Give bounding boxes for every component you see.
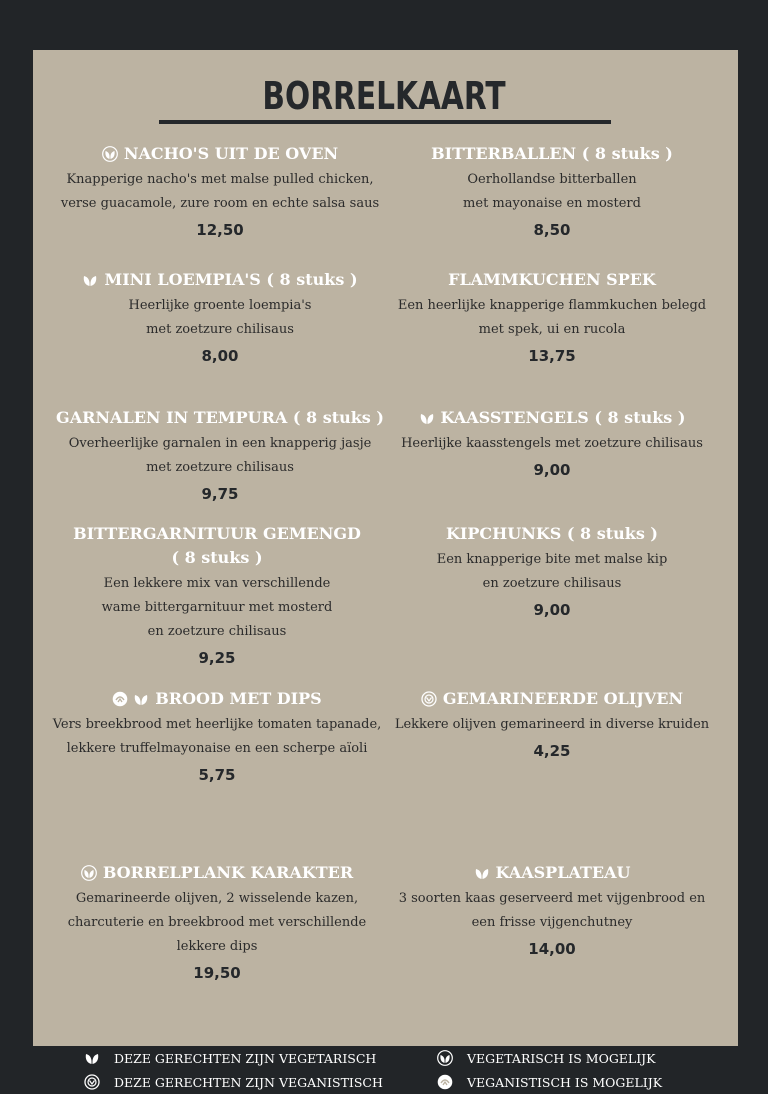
menu-item — [50, 142, 390, 242]
legend-item — [437, 1074, 662, 1090]
menu-item-description — [382, 432, 722, 456]
description-line: Overheerlijke garnalen in een knapperig jasje — [68, 436, 372, 451]
description-line: lekkere truffelmayonaise en een scherpe aïoli — [66, 741, 368, 756]
description-line: en zoetzure chilisaus — [482, 576, 622, 591]
menu-item — [382, 142, 722, 242]
menu-item-name: BROOD MET DIPS — [155, 689, 322, 708]
vegetarian-icon — [474, 865, 490, 881]
menu-item-name-row — [382, 268, 722, 292]
vegetarian-possible-icon — [81, 865, 97, 881]
menu-item-description — [50, 168, 390, 216]
menu-item-name-row — [50, 142, 390, 166]
menu-item-name-continued: ( 8 stuks ) — [171, 548, 263, 567]
vegan-icon — [84, 1074, 100, 1090]
description-line: Knapperige nacho's met malse pulled chicken, — [66, 172, 374, 187]
menu-item-description — [47, 713, 387, 761]
vegetarian-possible-icon — [102, 146, 118, 162]
menu-item-name-row — [382, 522, 722, 546]
menu-item — [50, 406, 390, 506]
description-line: Heerlijke groente loempia's — [128, 298, 312, 313]
menu-item-price: 14,00 — [528, 940, 576, 958]
vegetarian-icon — [82, 272, 98, 288]
description-line: 3 soorten kaas geserveerd met vijgenbrood en — [398, 891, 706, 906]
menu-item — [47, 861, 387, 985]
menu-item-name: FLAMMKUCHEN SPEK — [448, 270, 656, 289]
legend-item — [437, 1050, 656, 1066]
title-underline — [159, 120, 611, 124]
diet-icons — [112, 691, 149, 707]
diet-icons — [419, 410, 435, 426]
description-line: Heerlijke kaasstengels met zoetzure chilisaus — [401, 436, 703, 451]
menu-item-name: GEMARINEERDE OLIJVEN — [442, 689, 684, 708]
menu-item-name-row — [382, 687, 722, 711]
description-line: met zoetzure chilisaus — [146, 460, 294, 475]
legend-label: VEGETARISCH IS MOGELIJK — [467, 1050, 656, 1066]
diet-icons — [82, 272, 98, 288]
description-line: met zoetzure chilisaus — [146, 322, 294, 337]
menu-item-name: MINI LOEMPIA'S ( 8 stuks ) — [104, 270, 358, 289]
menu-item-name-row — [50, 268, 390, 292]
description-line: Een knapperige bite met malse kip — [436, 552, 668, 567]
vegan-possible-icon — [437, 1074, 453, 1090]
vegan-possible-icon — [112, 691, 128, 707]
diet-icons — [421, 691, 437, 707]
menu-item-name: BORRELPLANK KARAKTER — [102, 863, 354, 882]
menu-item-name-row — [47, 861, 387, 885]
menu-item-name: BITTERGARNITUUR GEMENGD — [73, 524, 361, 543]
menu-item-price: 12,50 — [196, 221, 244, 239]
menu-item — [47, 687, 387, 787]
menu-item-name-row — [382, 406, 722, 430]
menu-item-name: BITTERBALLEN ( 8 stuks ) — [431, 144, 673, 163]
menu-item-description — [50, 432, 390, 480]
description-line: Een heerlijke knapperige flammkuchen belegd — [397, 298, 707, 313]
menu-item-price: 9,25 — [198, 649, 236, 667]
menu-item-description — [382, 887, 722, 935]
menu-item — [382, 687, 722, 763]
vegetarian-icon — [133, 691, 149, 707]
description-line: Een lekkere mix van verschillende — [103, 576, 331, 591]
description-line: Gemarineerde olijven, 2 wisselende kazen, — [75, 891, 359, 906]
legend-item — [84, 1074, 383, 1090]
vegetarian-icon — [84, 1050, 100, 1066]
diet-icons — [474, 865, 490, 881]
legend-item — [84, 1050, 376, 1066]
menu-item — [382, 268, 722, 368]
description-line: lekkere dips — [176, 939, 258, 954]
menu-item-price: 9,00 — [533, 601, 571, 619]
menu-item-name: KAASSTENGELS ( 8 stuks ) — [440, 408, 686, 427]
menu-item-name-row — [50, 406, 390, 430]
menu-item-price: 9,75 — [201, 485, 239, 503]
menu-item-description — [50, 294, 390, 342]
menu-item-name-row — [382, 861, 722, 885]
description-line: Oerhollandse bitterballen — [467, 172, 637, 187]
description-line: Vers breekbrood met heerlijke tomaten tapanade, — [52, 717, 382, 732]
menu-item-price: 5,75 — [198, 766, 236, 784]
menu-item-name-row — [47, 687, 387, 711]
menu-item-description — [47, 572, 387, 644]
menu-item-price: 13,75 — [528, 347, 576, 365]
vegetarian-icon — [419, 410, 435, 426]
description-line: met spek, ui en rucola — [478, 322, 626, 337]
legend-label: DEZE GERECHTEN ZIJN VEGETARISCH — [114, 1050, 377, 1066]
menu-item-description — [382, 294, 722, 342]
description-line: verse guacamole, zure room en echte salsa saus — [60, 196, 380, 211]
menu-item — [47, 522, 387, 670]
description-line: wame bittergarnituur met mosterd — [101, 600, 333, 615]
legend-label: VEGANISTISCH IS MOGELIJK — [467, 1074, 663, 1090]
diet-icons — [102, 146, 118, 162]
description-line: een frisse vijgenchutney — [471, 915, 633, 930]
vegetarian-possible-icon — [437, 1050, 453, 1066]
menu-item-price: 19,50 — [193, 964, 241, 982]
menu-item-name-row — [47, 522, 387, 546]
menu-item-description — [47, 887, 387, 959]
menu-item-name-row — [382, 142, 722, 166]
description-line: charcuterie en breekbrood met verschillende — [67, 915, 367, 930]
description-line: Lekkere olijven gemarineerd in diverse kruiden — [394, 717, 710, 732]
menu-item-description — [382, 168, 722, 216]
menu-item-price: 8,00 — [201, 347, 239, 365]
menu-item-description — [382, 548, 722, 596]
legend-label: DEZE GERECHTEN ZIJN VEGANISTISCH — [114, 1074, 383, 1090]
menu-item-name: NACHO'S UIT DE OVEN — [123, 144, 339, 163]
menu-item — [382, 861, 722, 961]
menu-item — [382, 522, 722, 622]
description-line: met mayonaise en mosterd — [463, 196, 641, 211]
menu-item-description — [382, 713, 722, 737]
menu-item-name: GARNALEN IN TEMPURA ( 8 stuks ) — [56, 408, 384, 427]
menu-item — [382, 406, 722, 482]
menu-item-name: KIPCHUNKS ( 8 stuks ) — [446, 524, 658, 543]
menu-item-name: KAASPLATEAU — [495, 863, 631, 882]
menu-title: BORRELKAART — [262, 74, 506, 118]
menu-item — [50, 268, 390, 368]
description-line: en zoetzure chilisaus — [147, 624, 287, 639]
menu-item-price: 8,50 — [533, 221, 571, 239]
diet-icons — [81, 865, 97, 881]
menu-item-price: 4,25 — [533, 742, 571, 760]
menu-item-price: 9,00 — [533, 461, 571, 479]
vegan-icon — [421, 691, 437, 707]
